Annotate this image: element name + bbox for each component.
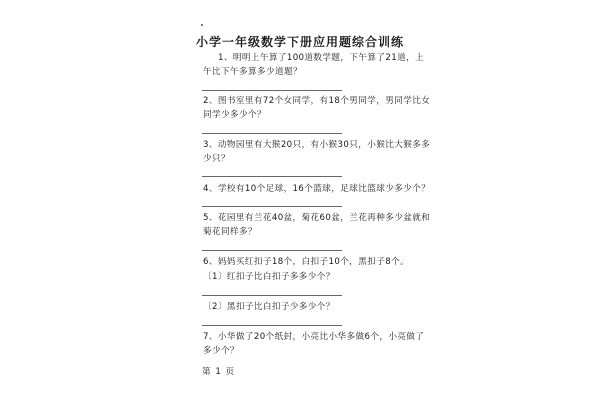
answer-line-5 <box>202 250 342 251</box>
question-6-line-1: 6、妈妈买红扣子18个，白扣子10个，黑扣子8个。 <box>203 257 410 267</box>
page-title: 小学一年级数学下册应用题综合训练 <box>195 35 404 49</box>
question-5-line-1: 5、花园里有兰花40盆，菊花60盆，兰花再种多少盆就和 <box>203 213 431 223</box>
page-dot-mark <box>201 24 203 26</box>
question-2-line-2: 同学少多少个？ <box>203 110 266 120</box>
question-5-line-2: 菊花同样多？ <box>203 227 257 237</box>
question-2-line-1: 2、图书室里有72个女同学，有18个男同学，男同学比女 <box>203 96 431 106</box>
page-number: 第 1 页 <box>202 367 236 377</box>
question-7-line-1: 7、小华做了20个纸封，小亮比小华多做6个，小亮做了 <box>203 332 425 342</box>
answer-line-4 <box>202 206 342 207</box>
question-1-line-2: 午比下午多算多少道题？ <box>203 67 302 77</box>
answer-line-6b <box>202 325 342 326</box>
answer-line-2 <box>202 133 342 134</box>
question-3-line-2: 少只？ <box>203 154 230 164</box>
question-4-line-1: 4、学校有10个足球，16个篮球，足球比篮球少多少个？ <box>203 184 431 194</box>
question-1-line-1: 1、明明上午算了100道数学题，下午算了21道，上 <box>218 53 425 63</box>
question-6-sub-1: 〔1〕红扣子比白扣子多多少个？ <box>203 272 335 282</box>
answer-line-1 <box>202 90 342 91</box>
answer-line-6a <box>202 295 342 296</box>
question-3-line-1: 3、动物园里有大猴20只，有小猴30只，小猴比大猴多多 <box>203 140 431 150</box>
question-7-line-2: 多少个？ <box>203 346 239 356</box>
question-6-sub-2: 〔2〕黑扣子比白扣子少多少个？ <box>203 302 335 312</box>
answer-line-3 <box>202 176 342 177</box>
